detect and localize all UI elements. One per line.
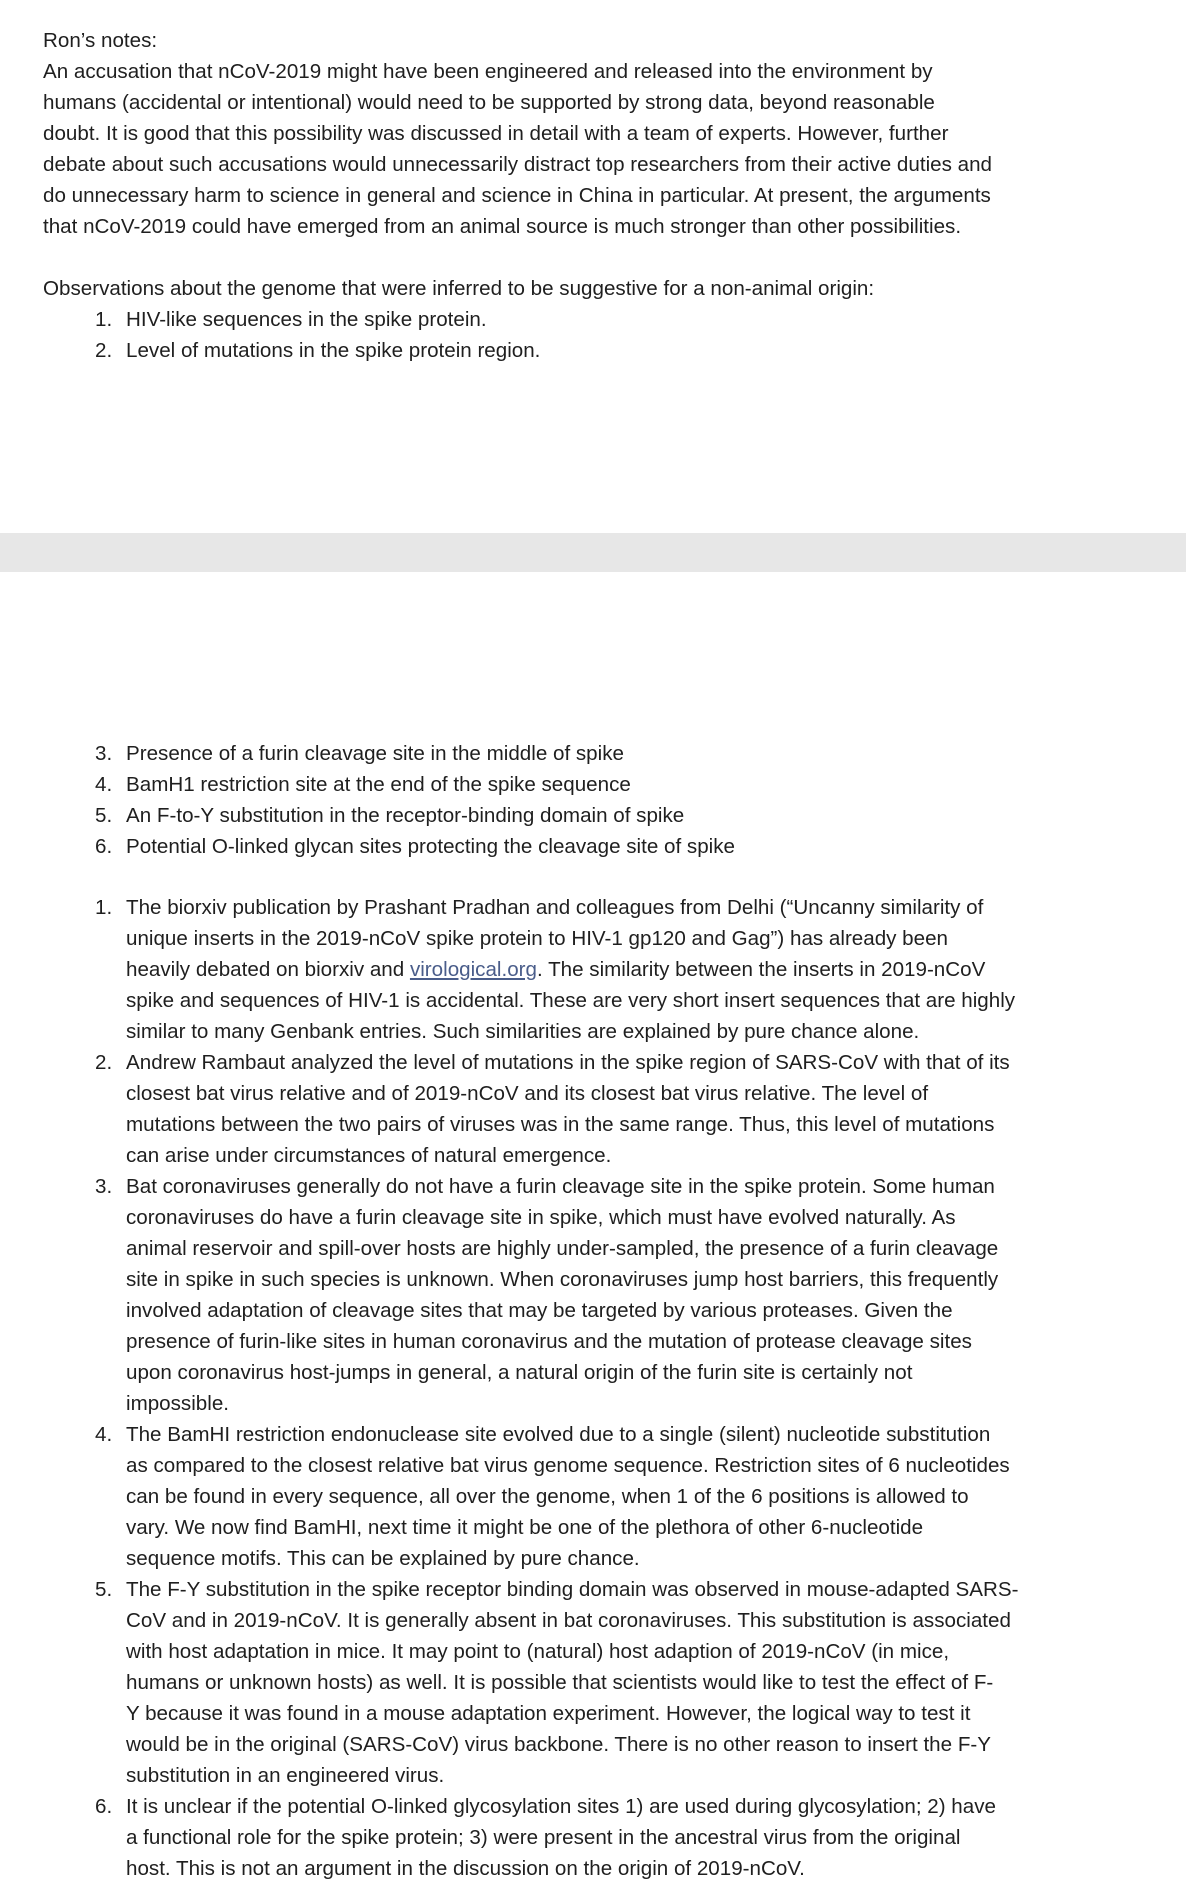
response-number: 5. (95, 1578, 113, 1601)
response-number: 1. (95, 896, 113, 919)
observation-number: 1. (95, 308, 113, 331)
response-line: presence of furin-like sites in human coronavirus and the mutation of protease cleavage sites (126, 1330, 972, 1353)
response-line: similar to many Genbank entries. Such similarities are explained by pure chance alone. (126, 1020, 920, 1043)
response-number: 6. (95, 1795, 113, 1818)
observation-number: 2. (95, 339, 113, 362)
response-line: would be in the original (SARS-CoV) virus backbone. There is no other reason to insert the F-Y (126, 1733, 991, 1756)
response-line: can arise under circumstances of natural emergence. (126, 1144, 612, 1167)
observation-text: An F-to-Y substitution in the receptor-binding domain of spike (126, 804, 685, 827)
response-line: Y because it was found in a mouse adaptation experiment. However, the logical way to test it (126, 1702, 971, 1725)
virological-link[interactable]: virological.org (409, 958, 537, 981)
observations-heading: Observations about the genome that were inferred to be suggestive for a non-animal origin: (43, 277, 875, 300)
response-line: involved adaptation of cleavage sites that may be targeted by various proteases. Given the (126, 1299, 953, 1322)
intro-line: debate about such accusations would unnecessarily distract top researchers from their active duties and (43, 153, 992, 176)
notes-heading: Ron’s notes: (43, 29, 158, 52)
response-line: sequence motifs. This can be explained by pure chance. (126, 1547, 640, 1570)
response-line: with host adaptation in mice. It may point to (natural) host adaption of 2019-nCoV (in mice, (126, 1640, 950, 1663)
intro-line: do unnecessary harm to science in general and science in China in particular. At present, the arguments (43, 184, 991, 207)
observation-text: Presence of a furin cleavage site in the middle of spike (126, 742, 624, 765)
observation-number: 6. (95, 835, 113, 858)
response-number: 2. (95, 1051, 113, 1074)
intro-line: doubt. It is good that this possibility was discussed in detail with a team of experts. However, further (43, 122, 949, 145)
response-line: vary. We now find BamHI, next time it might be one of the plethora of other 6-nucleotide (126, 1516, 924, 1539)
response-line: humans or unknown hosts) as well. It is possible that scientists would like to test the effect of F- (126, 1671, 994, 1694)
response-line-part: . The similarity between the inserts in 2019-nCoV (537, 958, 986, 981)
response-line: CoV and in 2019-nCoV. It is generally absent in bat coronaviruses. This substitution is associated (126, 1609, 1011, 1632)
observation-text: BamH1 restriction site at the end of the spike sequence (126, 773, 631, 796)
response-line: host. This is not an argument in the discussion on the origin of 2019-nCoV. (126, 1857, 805, 1880)
response-line: animal reservoir and spill-over hosts are highly under-sampled, the presence of a furin cleavage (126, 1237, 999, 1260)
response-line: The BamHI restriction endonuclease site evolved due to a single (silent) nucleotide substitution (126, 1423, 991, 1446)
observation-text: Potential O-linked glycan sites protecting the cleavage site of spike (126, 835, 735, 858)
response-number: 3. (95, 1175, 113, 1198)
observation-number: 3. (95, 742, 113, 765)
response-line: coronaviruses do have a furin cleavage site in spike, which must have evolved naturally. As (126, 1206, 956, 1229)
response-line: a functional role for the spike protein; 3) were present in the ancestral virus from the original (126, 1826, 961, 1849)
response-line: mutations between the two pairs of viruses was in the same range. Thus, this level of mutations (126, 1113, 995, 1136)
response-number: 4. (95, 1423, 113, 1446)
intro-line: An accusation that nCoV-2019 might have been engineered and released into the environment by (43, 60, 933, 83)
response-line: spike and sequences of HIV-1 is accidental. These are very short insert sequences that are highly (126, 989, 1016, 1012)
response-line-part: heavily debated on biorxiv and (126, 958, 410, 981)
response-line: site in spike in such species is unknown. When coronaviruses jump host barriers, this frequently (126, 1268, 999, 1291)
response-line: as compared to the closest relative bat virus genome sequence. Restriction sites of 6 nucleotides (126, 1454, 1010, 1477)
page-separator (0, 533, 1186, 572)
observation-text: Level of mutations in the spike protein region. (126, 339, 541, 362)
response-line: Andrew Rambaut analyzed the level of mutations in the spike region of SARS-CoV with that of its (126, 1051, 1010, 1074)
response-line: impossible. (126, 1392, 230, 1415)
response-line: unique inserts in the 2019-nCoV spike protein to HIV-1 gp120 and Gag”) has already been (126, 927, 948, 950)
observation-text: HIV-like sequences in the spike protein. (126, 308, 487, 331)
response-line: can be found in every sequence, all over the genome, when 1 of the 6 positions is allowed to (126, 1485, 969, 1508)
observation-number: 4. (95, 773, 113, 796)
response-line: Bat coronaviruses generally do not have a furin cleavage site in the spike protein. Some human (126, 1175, 995, 1198)
response-line-with-link (126, 954, 985, 985)
response-line: The biorxiv publication by Prashant Pradhan and colleagues from Delhi (“Uncanny similarity of (126, 896, 984, 919)
response-line: The F-Y substitution in the spike receptor binding domain was observed in mouse-adapted SARS- (126, 1578, 1019, 1601)
response-line: closest bat virus relative and of 2019-nCoV and its closest bat virus relative. The level of (126, 1082, 929, 1105)
intro-line: that nCoV-2019 could have emerged from an animal source is much stronger than other possibilities. (43, 215, 962, 238)
response-line: It is unclear if the potential O-linked glycosylation sites 1) are used during glycosylation; 2) have (126, 1795, 996, 1818)
response-line: upon coronavirus host-jumps in general, a natural origin of the furin site is certainly not (126, 1361, 913, 1384)
observation-number: 5. (95, 804, 113, 827)
intro-line: humans (accidental or intentional) would need to be supported by strong data, beyond reasonable (43, 91, 935, 114)
response-line: substitution in an engineered virus. (126, 1764, 445, 1787)
